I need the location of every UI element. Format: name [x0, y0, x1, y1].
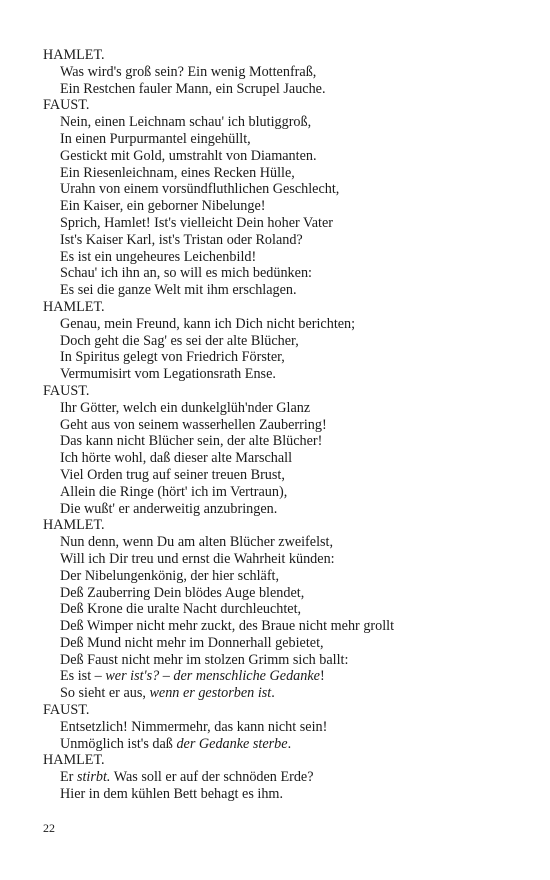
verse-line — [43, 668, 513, 685]
text-segment: FAUST. — [43, 382, 90, 399]
text-segment: HAMLET. — [43, 752, 105, 769]
verse-line — [43, 501, 513, 518]
text-segment: Der Nibelungenkönig, der hier schläft, — [60, 567, 280, 584]
text-segment: Deß Krone die uralte Nacht durchleuchtet, — [60, 601, 302, 618]
text-segment: Urahn von einem vorsündfluthlichen Geschlecht, — [60, 181, 340, 198]
page-number: 22 — [43, 821, 55, 835]
speaker-name — [43, 47, 513, 64]
verse-line — [43, 417, 513, 434]
verse-line — [43, 568, 513, 585]
text-segment: FAUST. — [43, 97, 90, 114]
verse-line — [43, 148, 513, 165]
italic-segment: stirbt. — [76, 769, 111, 786]
text-segment: Unmöglich ist's daß — [60, 735, 177, 752]
text-segment: Ein Kaiser, ein geborner Nibelunge! — [60, 198, 266, 215]
text-segment: Allein die Ringe (hört' ich im Vertraun), — [60, 483, 288, 500]
text-segment: Ein Riesenleichnam, eines Recken Hülle, — [60, 164, 295, 181]
verse-line — [43, 265, 513, 282]
text-segment: . — [287, 735, 292, 752]
verse-line — [43, 131, 513, 148]
text-segment: Er — [60, 769, 77, 786]
text-segment: Was soll er auf der schnöden Erde? — [110, 769, 314, 786]
speaker-name — [43, 97, 513, 114]
verse-line — [43, 282, 513, 299]
verse-line — [43, 450, 513, 467]
text-segment: ! — [319, 668, 325, 685]
verse-line — [43, 769, 513, 786]
verse-line — [43, 198, 513, 215]
speaker-name — [43, 517, 513, 534]
text-segment: So sieht er aus, — [60, 685, 150, 702]
text-segment: Es ist – — [60, 668, 106, 685]
italic-segment: der Gedanke sterbe — [176, 735, 288, 752]
text-segment: Ein Restchen fauler Mann, ein Scrupel Jauche. — [60, 80, 326, 97]
verse-line — [43, 467, 513, 484]
verse-text-block — [43, 47, 513, 803]
verse-line — [43, 349, 513, 366]
text-segment: Ihr Götter, welch ein dunkelglüh'nder Glanz — [60, 399, 311, 416]
verse-line — [43, 618, 513, 635]
text-segment: In Spiritus gelegt von Friedrich Förster, — [60, 349, 285, 366]
verse-line — [43, 534, 513, 551]
verse-line — [43, 81, 513, 98]
verse-line — [43, 719, 513, 736]
verse-line — [43, 400, 513, 417]
text-segment: Deß Mund nicht mehr im Donnerhall gebietet, — [60, 634, 324, 651]
text-segment: Sprich, Hamlet! Ist's vielleicht Dein hoher Vater — [60, 214, 333, 231]
verse-line — [43, 181, 513, 198]
verse-line — [43, 484, 513, 501]
verse-line — [43, 333, 513, 350]
text-segment: HAMLET. — [43, 47, 105, 63]
text-segment: . — [271, 685, 275, 702]
text-segment: Will ich Dir treu und ernst die Wahrheit künden: — [60, 550, 335, 567]
text-segment: HAMLET. — [43, 298, 105, 315]
text-segment: Gestickt mit Gold, umstrahlt von Diamanten. — [60, 147, 317, 164]
text-segment: Viel Orden trug auf seiner treuen Brust, — [60, 466, 285, 483]
verse-line — [43, 786, 513, 803]
verse-line — [43, 433, 513, 450]
text-segment: Nun denn, wenn Du am alten Blücher zweifelst, — [60, 534, 334, 551]
verse-line — [43, 601, 513, 618]
text-segment: Das kann nicht Blücher sein, der alte Blücher! — [60, 433, 323, 450]
verse-line — [43, 635, 513, 652]
text-segment: Schau' ich ihn an, so will es mich bedünken: — [60, 265, 312, 282]
text-segment: Deß Wimper nicht mehr zuckt, des Braue nicht mehr grollt — [60, 618, 395, 635]
text-segment: Genau, mein Freund, kann ich Dich nicht berichten; — [60, 315, 356, 332]
text-segment: Vermumisirt vom Legationsrath Ense. — [60, 366, 276, 383]
text-segment: Es ist ein ungeheures Leichenbild! — [60, 248, 257, 265]
verse-line — [43, 551, 513, 568]
text-segment: Hier in dem kühlen Bett behagt es ihm. — [60, 786, 284, 803]
verse-line — [43, 215, 513, 232]
text-segment: Es sei die ganze Welt mit ihm erschlagen. — [60, 282, 297, 299]
verse-line — [43, 232, 513, 249]
verse-line — [43, 316, 513, 333]
speaker-name — [43, 752, 513, 769]
text-segment: Die wußt' er anderweitig anzubringen. — [60, 500, 278, 517]
text-segment: Ich hörte wohl, daß dieser alte Marschall — [60, 450, 293, 467]
verse-line — [43, 685, 513, 702]
speaker-name — [43, 702, 513, 719]
text-segment: Nein, einen Leichnam schau' ich blutiggroß, — [60, 114, 312, 131]
speaker-name — [43, 299, 513, 316]
text-segment: Doch geht die Sag' es sei der alte Blücher, — [60, 332, 299, 349]
text-segment: Geht aus von seinem wasserhellen Zauberring! — [60, 416, 327, 433]
verse-line — [43, 114, 513, 131]
speaker-name — [43, 383, 513, 400]
text-segment: Deß Zauberring Dein blödes Auge blendet, — [60, 584, 305, 601]
text-segment: FAUST. — [43, 702, 90, 719]
verse-line — [43, 736, 513, 753]
text-segment: In einen Purpurmantel eingehüllt, — [60, 130, 251, 147]
verse-line — [43, 249, 513, 266]
text-segment: HAMLET. — [43, 517, 105, 534]
verse-line — [43, 652, 513, 669]
verse-line — [43, 366, 513, 383]
text-segment: Ist's Kaiser Karl, ist's Tristan oder Roland? — [60, 231, 303, 248]
text-segment: Deß Faust nicht mehr im stolzen Grimm sich ballt: — [60, 651, 349, 668]
italic-segment: wenn er gestorben ist — [149, 685, 272, 702]
text-segment: Entsetzlich! Nimmermehr, das kann nicht sein! — [60, 718, 328, 735]
text-segment: Was wird's groß sein? Ein wenig Mottenfraß, — [60, 63, 317, 80]
verse-line — [43, 64, 513, 81]
italic-segment: wer ist's? – der menschliche Gedanke — [105, 668, 320, 685]
verse-line — [43, 585, 513, 602]
verse-line — [43, 165, 513, 182]
